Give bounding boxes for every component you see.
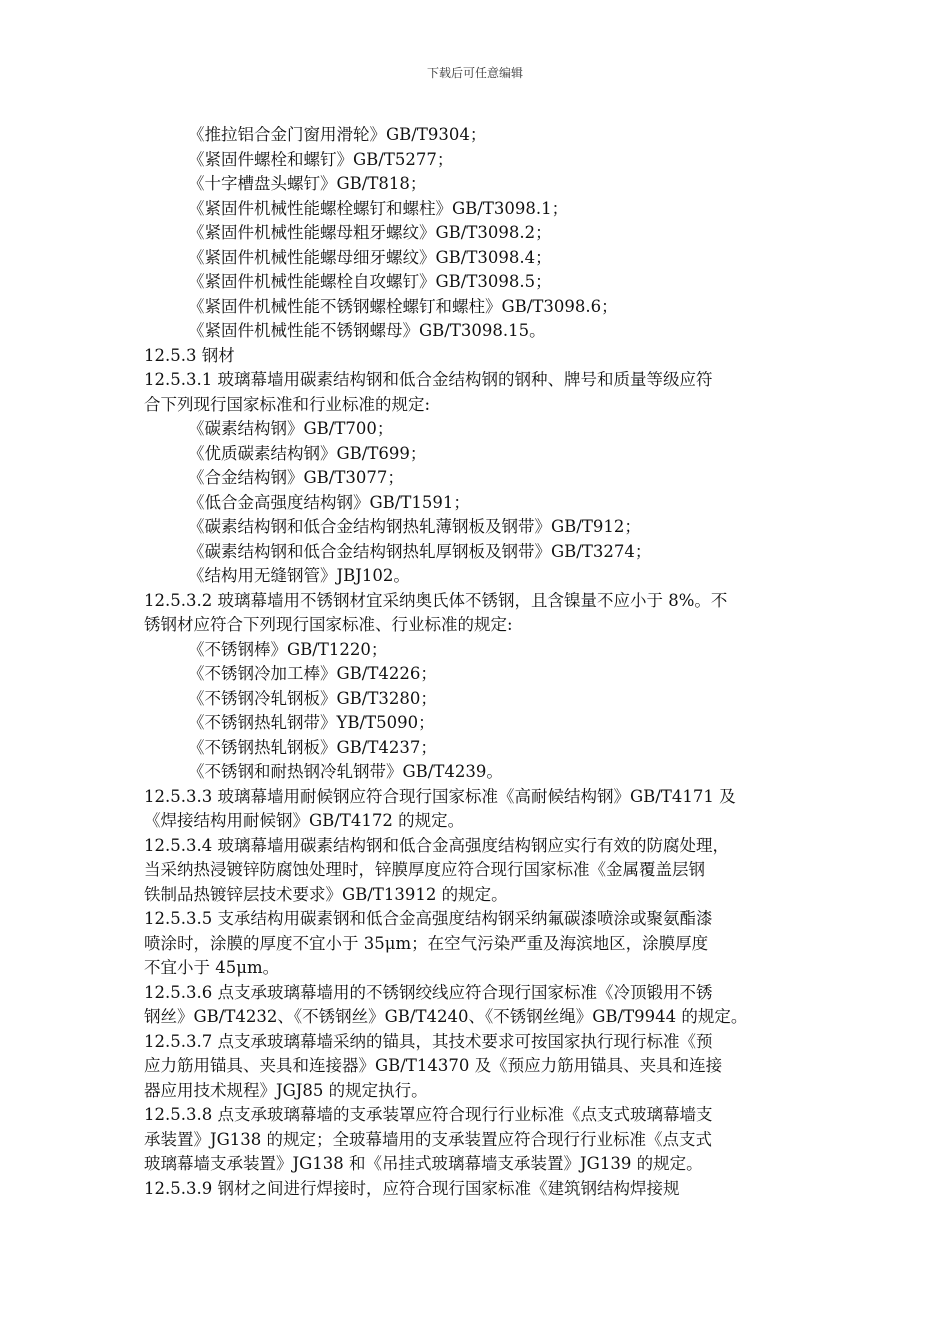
standard-reference-line: 《不锈钢棒》GB/T1220； xyxy=(188,639,388,659)
paragraph-line: 应力筋用锚具、夹具和连接器》GB/T14370 及《预应力筋用锚具、夹具和连接 xyxy=(144,1056,723,1075)
standard-reference-line: 《不锈钢冷加工棒》GB/T4226； xyxy=(188,664,437,683)
standard-reference-line: 《碳素结构钢》GB/T700； xyxy=(188,419,394,438)
paragraph-line: 12.5.3.8 点支承玻璃幕墙的支承装罩应符合现行行业标准《点支式玻璃幕墙支 xyxy=(144,1105,713,1124)
standard-reference-line: 《紧固件机械性能螺母粗牙螺纹》GB/T3098.2； xyxy=(188,223,552,242)
standard-reference-line: 《不锈钢和耐热钢冷轧钢带》GB/T4239。 xyxy=(188,762,503,781)
paragraph-line: 喷涂时，涂膜的厚度不宜小于 35μm；在空气污染严重及海滨地区，涂膜厚度 xyxy=(144,933,709,953)
paragraph-line: 12.5.3.6 点支承玻璃幕墙用的不锈钢绞线应符合现行国家标准《冷顶锻用不锈 xyxy=(144,982,713,1002)
paragraph-line: 12.5.3.2 玻璃幕墙用不锈钢材宜采纳奥氏体不锈钢，且含镍量不应小于 8%。不 xyxy=(144,590,728,610)
standard-reference-line: 《紧固件机械性能不锈钢螺栓螺钉和螺柱》GB/T3098.6； xyxy=(188,296,618,316)
standard-reference-line: 《优质碳素结构钢》GB/T699； xyxy=(188,443,427,463)
paragraph-line: 承装置》JG138 的规定；全玻幕墙用的支承装置应符合现行行业标准《点支式 xyxy=(144,1129,713,1149)
paragraph-line: 12.5.3 钢材 xyxy=(144,345,235,365)
page-header: 下载后可任意编辑 xyxy=(426,66,523,80)
paragraph-line: 12.5.3.1 玻璃幕墙用碳素结构钢和低合金结构钢的钢种、牌号和质量等级应符 xyxy=(144,370,713,389)
standard-reference-line: 《紧固件机械性能不锈钢螺母》GB/T3098.15。 xyxy=(188,321,546,340)
paragraph-line: 12.5.3.7 点支承玻璃幕墙采纳的锚具，其技术要求可按国家执行现行标准《预 xyxy=(144,1031,713,1051)
document-body xyxy=(144,123,816,1201)
standard-reference-line: 《紧固件螺栓和螺钉》GB/T5277； xyxy=(188,149,454,169)
standard-reference-line: 《紧固件机械性能螺母细牙螺纹》GB/T3098.4； xyxy=(188,247,552,267)
standard-reference-line: 《结构用无缝钢管》JBJ102。 xyxy=(188,566,410,585)
paragraph-line: 钢丝》GB/T4232、《不锈钢丝》GB/T4240、《不锈钢丝绳》GB/T9944 的规定。 xyxy=(144,1007,748,1026)
paragraph-line: 12.5.3.9 钢材之间进行焊接时，应符合现行国家标准《建筑钢结构焊接规 xyxy=(144,1178,680,1198)
paragraph-line: 12.5.3.5 支承结构用碳素钢和低合金高强度结构钢采纳氟碳漆喷涂或聚氨酯漆 xyxy=(144,909,713,928)
paragraph-line: 12.5.3.3 玻璃幕墙用耐候钢应符合现行国家标准《高耐候结构钢》GB/T4171 及 xyxy=(144,786,736,806)
standard-reference-line: 《碳素结构钢和低合金结构钢热轧厚钢板及钢带》GB/T3274； xyxy=(188,541,652,561)
standard-reference-line: 《不锈钢热轧钢板》GB/T4237； xyxy=(188,737,437,757)
standard-reference-line: 《不锈钢冷轧钢板》GB/T3280； xyxy=(188,688,437,708)
standard-reference-line: 《合金结构钢》GB/T3077； xyxy=(188,468,404,487)
paragraph-line: 器应用技术规程》JGJ85 的规定执行。 xyxy=(144,1080,428,1100)
paragraph-line: 合下列现行国家标准和行业标准的规定: xyxy=(144,394,431,414)
paragraph-line: 铁制品热镀锌层技术要求》GB/T13912 的规定。 xyxy=(144,884,508,904)
standard-reference-line: 《碳素结构钢和低合金结构钢热轧薄钢板及钢带》GB/T912； xyxy=(188,517,641,536)
paragraph-line: 玻璃幕墙支承装置》JG138 和《吊挂式玻璃幕墙支承装置》JG139 的规定。 xyxy=(144,1154,703,1173)
paragraph-line: 《焊接结构用耐候钢》GB/T4172 的规定。 xyxy=(144,811,465,830)
paragraph-line: 不宜小于 45μm。 xyxy=(144,958,280,977)
standard-reference-line: 《不锈钢热轧钢带》YB/T5090； xyxy=(188,713,435,732)
standard-reference-line: 《紧固件机械性能螺栓螺钉和螺柱》GB/T3098.1； xyxy=(188,198,569,218)
paragraph-line: 12.5.3.4 玻璃幕墙用碳素结构钢和低合金高强度结构钢应实行有效的防腐处理， xyxy=(144,835,729,855)
standard-reference-line: 《低合金高强度结构钢》GB/T1591； xyxy=(188,492,470,512)
paragraph-line: 锈钢材应符合下列现行国家标准、行业标准的规定: xyxy=(144,615,513,634)
standard-reference-line: 《推拉铝合金门窗用滑轮》GB/T9304； xyxy=(188,125,487,144)
standard-reference-line: 《十字槽盘头螺钉》GB/T818； xyxy=(188,174,427,193)
standard-reference-line: 《紧固件机械性能螺栓自攻螺钉》GB/T3098.5； xyxy=(188,272,552,291)
paragraph-line: 当采纳热浸镀锌防腐蚀处理时，锌膜厚度应符合现行国家标准《金属覆盖层钢 xyxy=(144,860,705,879)
